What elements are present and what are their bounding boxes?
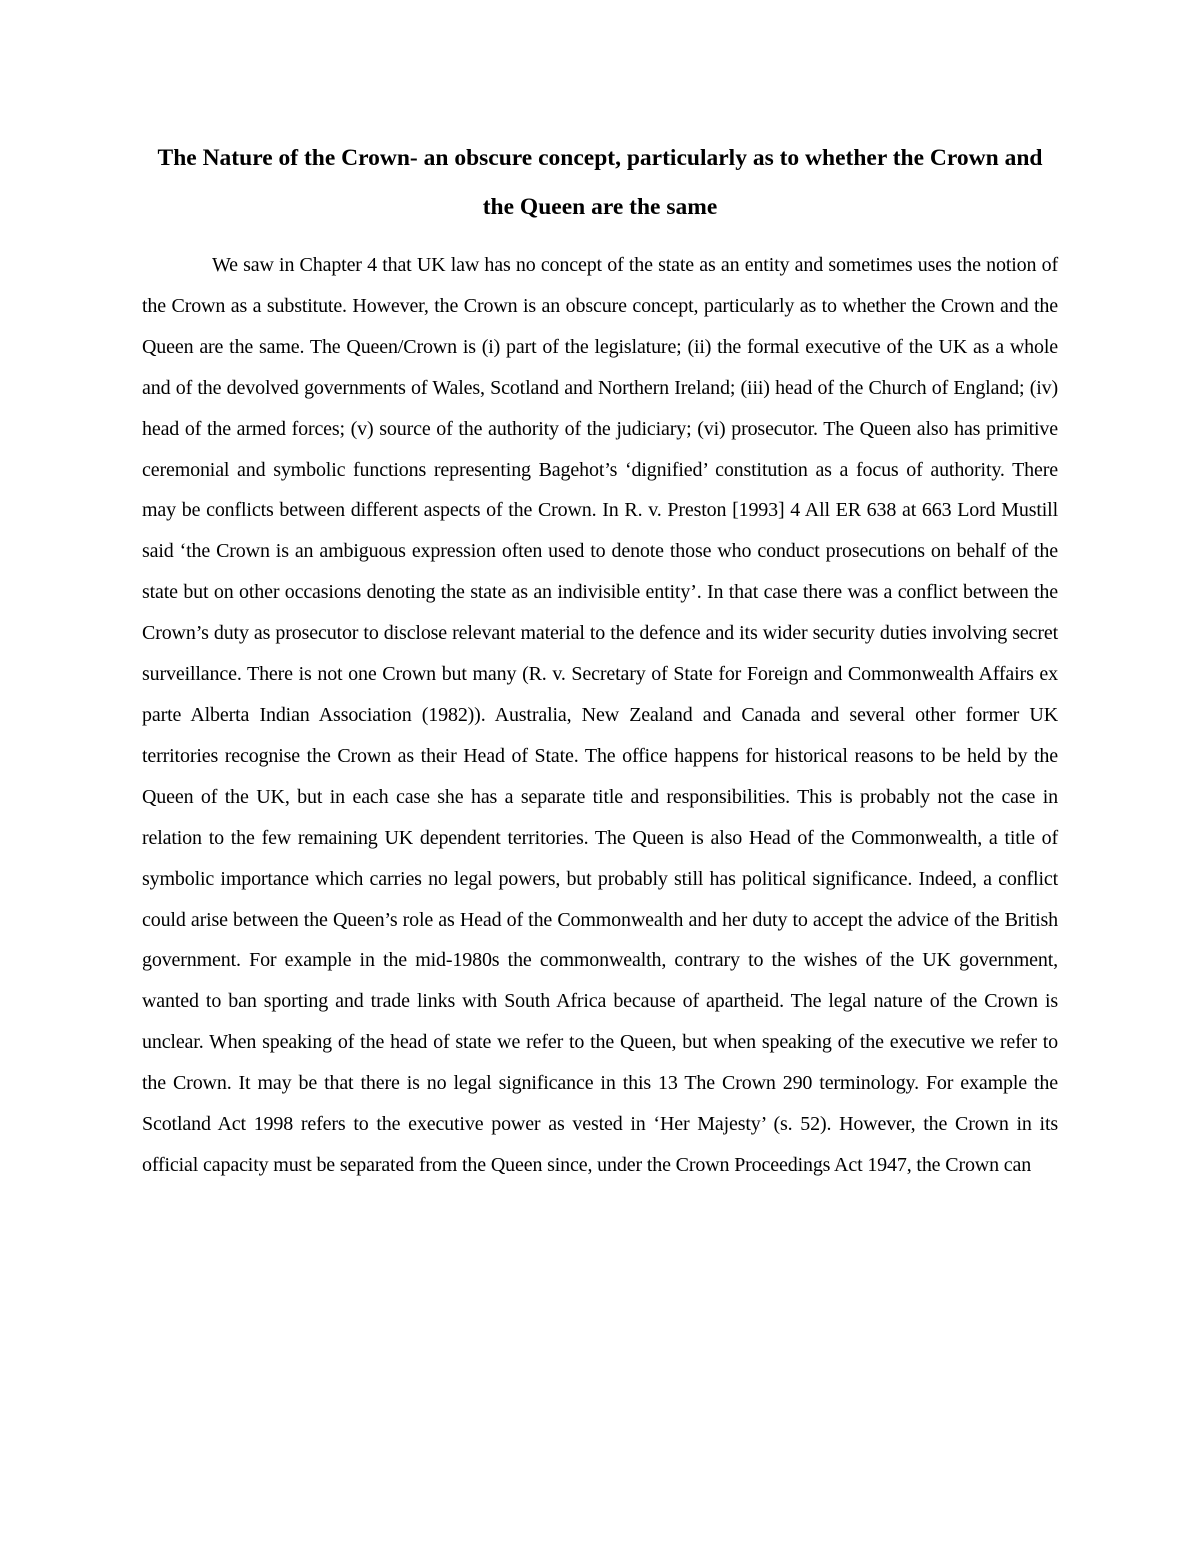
body-paragraph: We saw in Chapter 4 that UK law has no concept of the state as an entity and sometimes uses the notion of the Crown as a substitute. However, the Crown is an obscure concept, particularly as to whether the Crown and the Queen are the same. The Queen/Crown is (i) part of the legislature; (ii) the formal executive of the UK as a whole and of the devolved governments of Wales, Scotland and Northern Ireland; (iii) head of the Church of England; (iv) head of the armed forces; (v) source of the authority of the judiciary; (vi) prosecutor. The Queen also has primitive ceremonial and symbolic functions representing Bagehot’s ‘dignified’ constitution as a focus of authority. There may be conflicts between different aspects of the Crown. In R. v. Preston [1993] 4 All ER 638 at 663 Lord Mustill said ‘the Crown is an ambiguous expression often used to denote those who conduct prosecutions on behalf of the state but on other occasions denoting the state as an indivisible entity’. In that case there was a conflict between the Crown’s duty as prosecutor to disclose relevant material to the defence and its wider security duties involving secret surveillance. There is not one Crown but many (R. v. Secretary of State for Foreign and Commonwealth Affairs ex parte Alberta Indian Association (1982)). Australia, New Zealand and Canada and several other former UK territories recognise the Crown as their Head of State. The office happens for historical reasons to be held by the Queen of the UK, but in each case she has a separate title and responsibilities. This is probably not the case in relation to the few remaining UK dependent territories. The Queen is also Head of the Commonwealth, a title of symbolic importance which carries no legal powers, but probably still has political significance. Indeed, a conflict could arise between the Queen’s role as Head of the Commonwealth and her duty to accept the advice of the British government. For example in the mid-1980s the commonwealth, contrary to the wishes of the UK government, wanted to ban sporting and trade links with South Africa because of apartheid. The legal nature of the Crown is unclear. When speaking of the head of state we refer to the Queen, but when speaking of the executive we refer to the Crown. It may be that there is no legal significance in this 13 The Crown 290 terminology. For example the Scotland Act 1998 refers to the executive power as vested in ‘Her Majesty’ (s. 52). However, the Crown in its official capacity must be separated from the Queen since, under the Crown Proceedings Act 1947, the Crown can <box>142 254 1058 1176</box>
document-title: The Nature of the Crown- an obscure concept, particularly as to whether the Crown and the Queen are the same <box>157 145 1043 220</box>
